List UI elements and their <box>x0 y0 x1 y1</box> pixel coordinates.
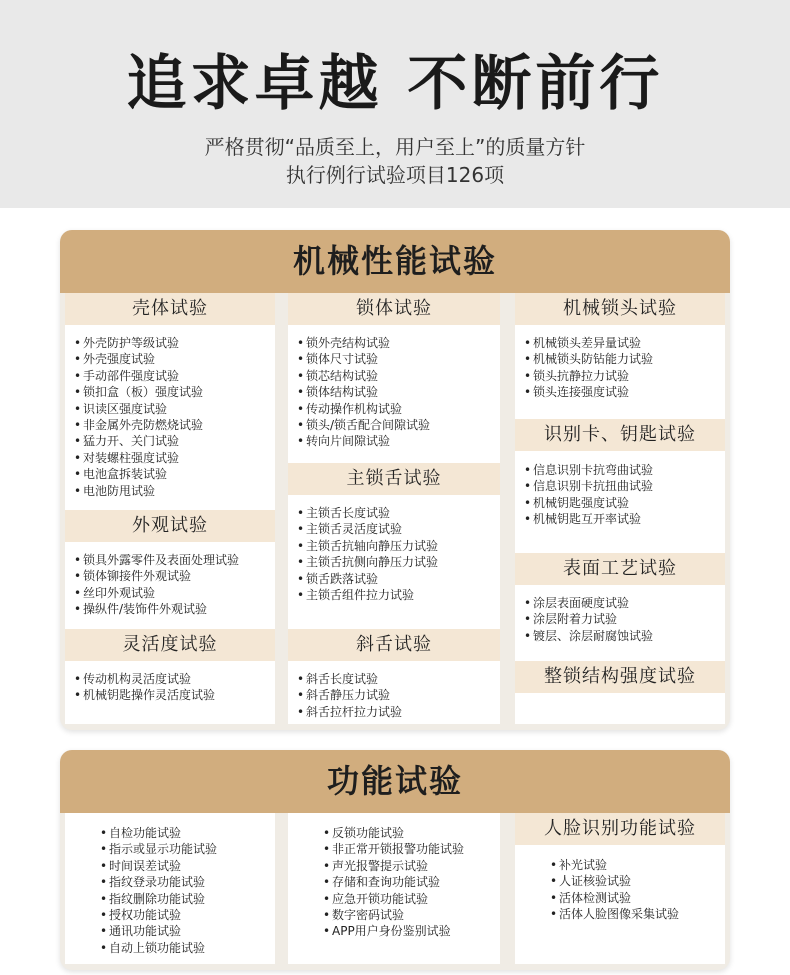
functional-column-2 <box>288 813 500 964</box>
list-item: • 锁舌跌落试验 <box>288 571 500 587</box>
latch-test-list <box>288 671 500 720</box>
list-item: • 传动机构灵活度试验 <box>65 671 275 687</box>
list-item: • 机械钥匙操作灵活度试验 <box>65 687 275 703</box>
appearance-test-title: 外观试验 <box>65 510 275 542</box>
list-item: • 手动部件强度试验 <box>65 368 275 384</box>
cardkey-test-title: 识别卡、钥匙试验 <box>515 419 725 451</box>
list-item: • 存储和查询功能试验 <box>288 874 500 890</box>
list-item: • 指纹删除功能试验 <box>65 891 275 907</box>
list-item: • 活体人脸图像采集试验 <box>515 906 725 922</box>
list-item: • 斜舌长度试验 <box>288 671 500 687</box>
list-item: • 活体检测试验 <box>515 890 725 906</box>
functional-column-1 <box>65 813 275 964</box>
functional-list-1 <box>65 825 275 956</box>
list-item: • 操纵件/装饰件外观试验 <box>65 601 275 617</box>
mainbolt-test-title: 主锁舌试验 <box>288 463 500 495</box>
mainbolt-test-list <box>288 505 500 603</box>
hero-subtitle-line2: 执行例行试验项目126项 <box>285 163 505 187</box>
functional-tests-title: 功能试验 <box>60 750 730 813</box>
list-item: • 主锁舌长度试验 <box>288 505 500 521</box>
list-item: • 主锁舌抗侧向静压力试验 <box>288 554 500 570</box>
list-item: • 镀层、涂层耐腐蚀试验 <box>515 628 725 644</box>
list-item: • 传动操作机构试验 <box>288 401 500 417</box>
surface-test-title: 表面工艺试验 <box>515 553 725 585</box>
list-item: • 锁扣盒（板）强度试验 <box>65 384 275 400</box>
face-recognition-test-list <box>515 857 725 923</box>
list-item: • 外壳防护等级试验 <box>65 335 275 351</box>
mechanical-tests-title: 机械性能试验 <box>60 230 730 293</box>
list-item: • 锁体结构试验 <box>288 384 500 400</box>
list-item: • 时间误差试验 <box>65 858 275 874</box>
list-item: • 反锁功能试验 <box>288 825 500 841</box>
mechanical-tests-card <box>60 230 730 730</box>
list-item: • 机械锁头防钻能力试验 <box>515 351 725 367</box>
list-item: • 指示或显示功能试验 <box>65 841 275 857</box>
list-item: • 锁具外露零件及表面处理试验 <box>65 552 275 568</box>
list-item: • 自检功能试验 <box>65 825 275 841</box>
list-item: • 数字密码试验 <box>288 907 500 923</box>
list-item: • APP用户身份鉴别试验 <box>288 923 500 939</box>
appearance-test-list <box>65 552 275 618</box>
list-item: • 信息识别卡抗弯曲试验 <box>515 462 725 478</box>
list-item: • 指纹登录功能试验 <box>65 874 275 890</box>
list-item: • 通讯功能试验 <box>65 923 275 939</box>
list-item: • 对装螺柱强度试验 <box>65 450 275 466</box>
list-item: • 锁头/锁舌配合间隙试验 <box>288 417 500 433</box>
lockbody-test-title: 锁体试验 <box>288 293 500 325</box>
list-item: • 主锁舌抗轴向静压力试验 <box>288 538 500 554</box>
list-item: • 授权功能试验 <box>65 907 275 923</box>
hero-banner <box>0 0 790 208</box>
list-item: • 锁芯结构试验 <box>288 368 500 384</box>
list-item: • 斜舌拉杆拉力试验 <box>288 704 500 720</box>
list-item: • 转向片间隙试验 <box>288 433 500 449</box>
list-item: • 锁外壳结构试验 <box>288 335 500 351</box>
latch-test-title: 斜舌试验 <box>288 629 500 661</box>
cylinder-test-title: 机械锁头试验 <box>515 293 725 325</box>
flexibility-test-title: 灵活度试验 <box>65 629 275 661</box>
list-item: • 锁体尺寸试验 <box>288 351 500 367</box>
list-item: • 声光报警提示试验 <box>288 858 500 874</box>
list-item: • 补光试验 <box>515 857 725 873</box>
functional-tests-card <box>60 750 730 970</box>
list-item: • 电池防甩试验 <box>65 483 275 499</box>
flexibility-test-list <box>65 671 275 704</box>
list-item: • 信息识别卡抗扭曲试验 <box>515 478 725 494</box>
list-item: • 丝印外观试验 <box>65 585 275 601</box>
list-item: • 机械钥匙互开率试验 <box>515 511 725 527</box>
list-item: • 涂层表面硬度试验 <box>515 595 725 611</box>
list-item: • 猛力开、关门试验 <box>65 433 275 449</box>
lockbody-test-list <box>288 335 500 450</box>
list-item: • 机械钥匙强度试验 <box>515 495 725 511</box>
hero-title: 追求卓越 不断前行 <box>126 49 664 119</box>
list-item: • 应急开锁功能试验 <box>288 891 500 907</box>
list-item: • 锁体铆接件外观试验 <box>65 568 275 584</box>
list-item: • 锁头抗静拉力试验 <box>515 368 725 384</box>
face-recognition-test-title: 人脸识别功能试验 <box>515 813 725 845</box>
list-item: • 自动上锁功能试验 <box>65 940 275 956</box>
mechanical-column-2 <box>288 293 500 724</box>
list-item: • 识读区强度试验 <box>65 401 275 417</box>
whole-structure-test-title: 整锁结构强度试验 <box>515 661 725 693</box>
surface-test-list <box>515 595 725 644</box>
hero-subtitle-line1: 严格贯彻“品质至上，用户至上”的质量方针 <box>204 135 586 159</box>
list-item: • 非正常开锁报警功能试验 <box>288 841 500 857</box>
shell-test-title: 壳体试验 <box>65 293 275 325</box>
list-item: • 人证核验试验 <box>515 873 725 889</box>
functional-column-3 <box>515 813 725 964</box>
mechanical-column-3 <box>515 293 725 724</box>
list-item: • 主锁舌组件拉力试验 <box>288 587 500 603</box>
list-item: • 机械锁头差异量试验 <box>515 335 725 351</box>
mechanical-column-1 <box>65 293 275 724</box>
list-item: • 涂层附着力试验 <box>515 611 725 627</box>
list-item: • 主锁舌灵活度试验 <box>288 521 500 537</box>
list-item: • 斜舌静压力试验 <box>288 687 500 703</box>
shell-test-list <box>65 335 275 499</box>
list-item: • 非金属外壳防燃烧试验 <box>65 417 275 433</box>
list-item: • 锁头连接强度试验 <box>515 384 725 400</box>
list-item: • 电池盒拆装试验 <box>65 466 275 482</box>
list-item: • 外壳强度试验 <box>65 351 275 367</box>
cardkey-test-list <box>515 462 725 528</box>
functional-list-2 <box>288 825 500 940</box>
cylinder-test-list <box>515 335 725 401</box>
